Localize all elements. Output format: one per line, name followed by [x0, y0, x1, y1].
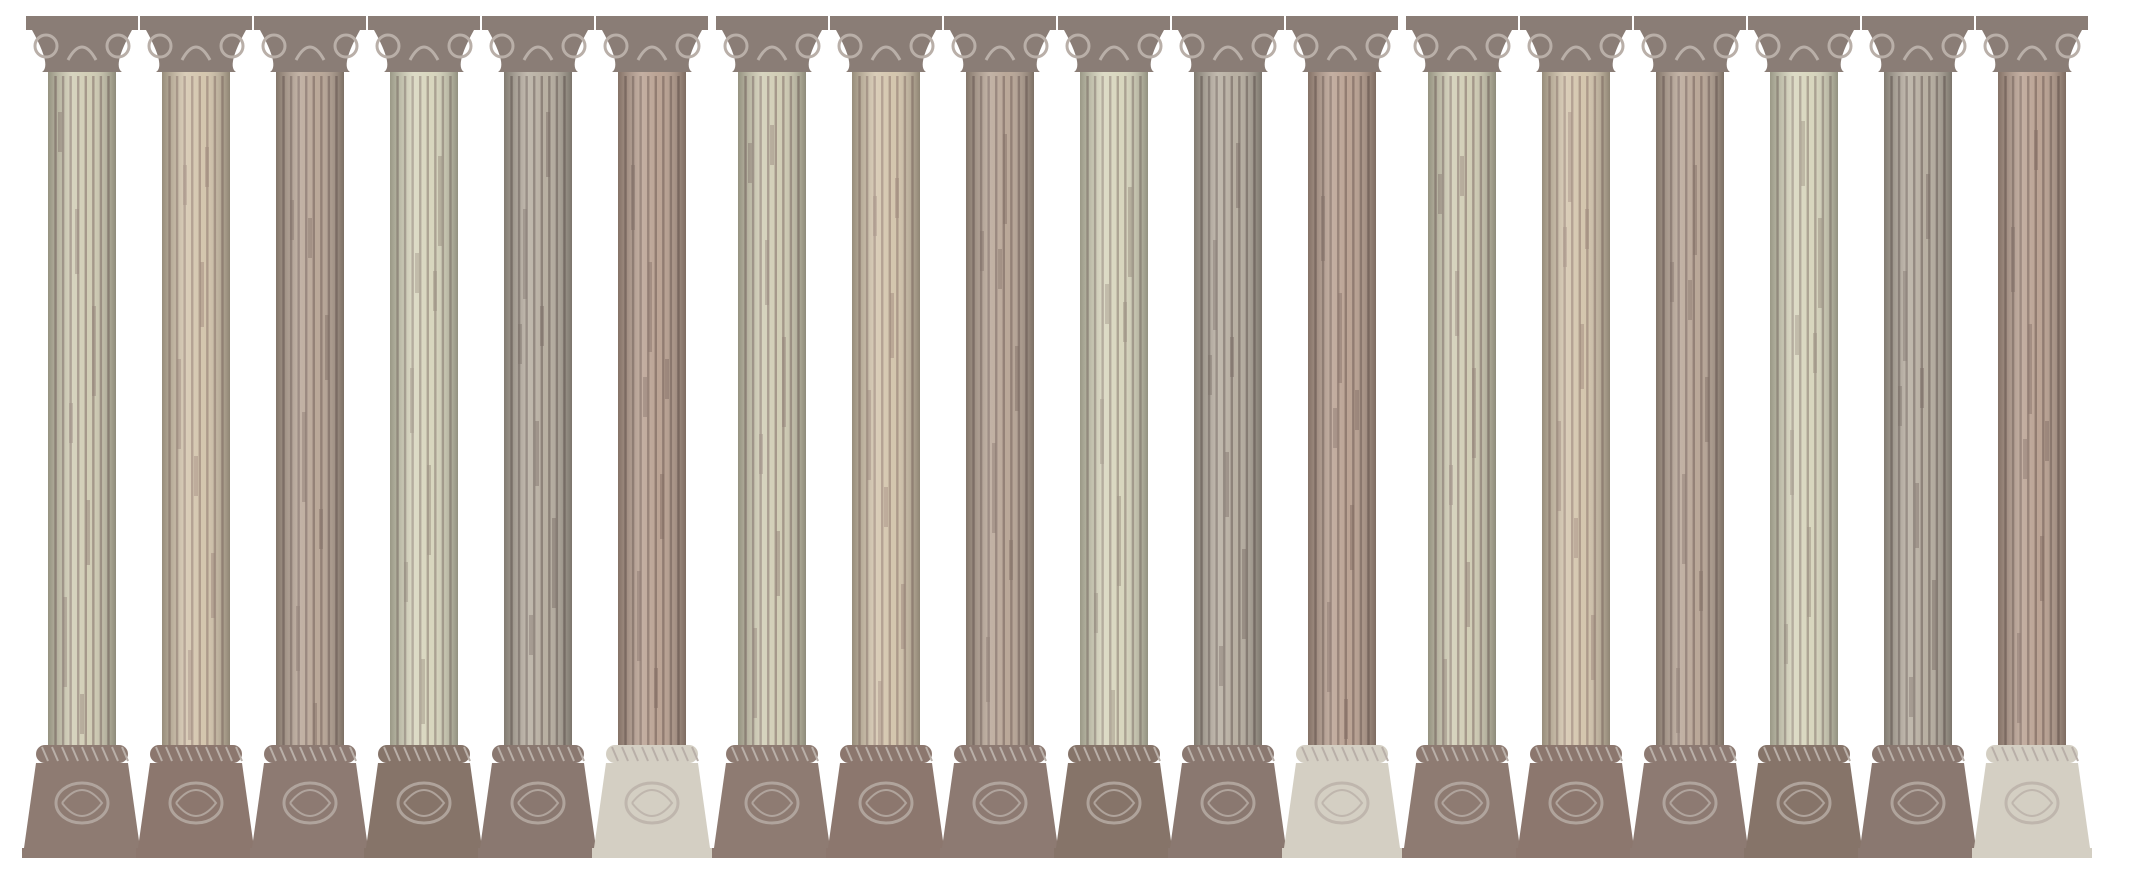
- pedestal-plinth: [250, 848, 370, 858]
- column-capital-abacus: [254, 16, 366, 30]
- shaft-shading: [48, 72, 116, 750]
- column: [1630, 16, 1750, 858]
- shaft-shading: [1194, 72, 1262, 750]
- shaft-shading: [390, 72, 458, 750]
- column-capital-abacus: [1748, 16, 1860, 30]
- column-capital-abacus: [1406, 16, 1518, 30]
- column: [940, 16, 1060, 858]
- column-pedestal: [24, 763, 140, 848]
- column-pedestal: [942, 763, 1058, 848]
- column-capital-abacus: [716, 16, 828, 30]
- shaft-shading: [1998, 72, 2066, 750]
- column-pedestal: [1974, 763, 2090, 848]
- column-capital-abacus: [944, 16, 1056, 30]
- shaft-shading: [738, 72, 806, 750]
- column-pedestal: [1056, 763, 1172, 848]
- pedestal-plinth: [712, 848, 832, 858]
- column-pedestal: [714, 763, 830, 848]
- column-pedestal: [1404, 763, 1520, 848]
- column-capital-abacus: [482, 16, 594, 30]
- column-capital-abacus: [1634, 16, 1746, 30]
- column: [592, 16, 712, 858]
- shaft-shading: [966, 72, 1034, 750]
- column: [1744, 16, 1864, 858]
- column: [1054, 16, 1174, 858]
- column: [136, 16, 256, 858]
- pedestal-plinth: [1282, 848, 1402, 858]
- column: [22, 16, 142, 858]
- shaft-shading: [1080, 72, 1148, 750]
- column-pedestal: [594, 763, 710, 848]
- shaft-shading: [1656, 72, 1724, 750]
- column: [1972, 16, 2092, 858]
- column-pedestal: [1170, 763, 1286, 848]
- column: [1516, 16, 1636, 858]
- column-capital-abacus: [1058, 16, 1170, 30]
- shaft-shading: [618, 72, 686, 750]
- column: [1168, 16, 1288, 858]
- pedestal-plinth: [1168, 848, 1288, 858]
- column: [364, 16, 484, 858]
- column-capital-abacus: [1286, 16, 1398, 30]
- shaft-shading: [1428, 72, 1496, 750]
- column-set-2: [712, 16, 1402, 858]
- column-pedestal: [1860, 763, 1976, 848]
- pedestal-plinth: [1630, 848, 1750, 858]
- column-capital-abacus: [26, 16, 138, 30]
- column-pedestal: [366, 763, 482, 848]
- column: [826, 16, 946, 858]
- pedestal-plinth: [1744, 848, 1864, 858]
- shaft-shading: [1884, 72, 1952, 750]
- pedestal-plinth: [1516, 848, 1636, 858]
- column-pedestal: [1746, 763, 1862, 848]
- shaft-shading: [162, 72, 230, 750]
- column-set-3: [1402, 16, 2092, 858]
- pedestal-plinth: [364, 848, 484, 858]
- pedestal-plinth: [1402, 848, 1522, 858]
- shaft-shading: [504, 72, 572, 750]
- pedestal-plinth: [940, 848, 1060, 858]
- shaft-shading: [1542, 72, 1610, 750]
- column-pedestal: [480, 763, 596, 848]
- pedestal-plinth: [136, 848, 256, 858]
- column-capital-abacus: [368, 16, 480, 30]
- column-pedestal: [1518, 763, 1634, 848]
- shaft-shading: [1770, 72, 1838, 750]
- pedestal-plinth: [478, 848, 598, 858]
- column: [1282, 16, 1402, 858]
- column: [1402, 16, 1522, 858]
- column-capital-abacus: [1862, 16, 1974, 30]
- shaft-shading: [1308, 72, 1376, 750]
- column-pedestal: [828, 763, 944, 848]
- pedestal-plinth: [22, 848, 142, 858]
- column-pedestal: [138, 763, 254, 848]
- column: [1858, 16, 1978, 858]
- column-set-1: [22, 16, 712, 858]
- pedestal-plinth: [1054, 848, 1174, 858]
- column: [712, 16, 832, 858]
- column: [250, 16, 370, 858]
- column-capital-abacus: [140, 16, 252, 30]
- column-pedestal: [1284, 763, 1400, 848]
- column-capital-abacus: [1976, 16, 2088, 30]
- column-pedestal: [1632, 763, 1748, 848]
- column-capital-abacus: [1520, 16, 1632, 30]
- column-pedestal: [252, 763, 368, 848]
- pedestal-plinth: [1972, 848, 2092, 858]
- column-capital-abacus: [1172, 16, 1284, 30]
- pedestal-plinth: [826, 848, 946, 858]
- column-capital-abacus: [830, 16, 942, 30]
- column: [478, 16, 598, 858]
- shaft-shading: [852, 72, 920, 750]
- pedestal-plinth: [1858, 848, 1978, 858]
- column-capital-abacus: [596, 16, 708, 30]
- shaft-shading: [276, 72, 344, 750]
- pedestal-plinth: [592, 848, 712, 858]
